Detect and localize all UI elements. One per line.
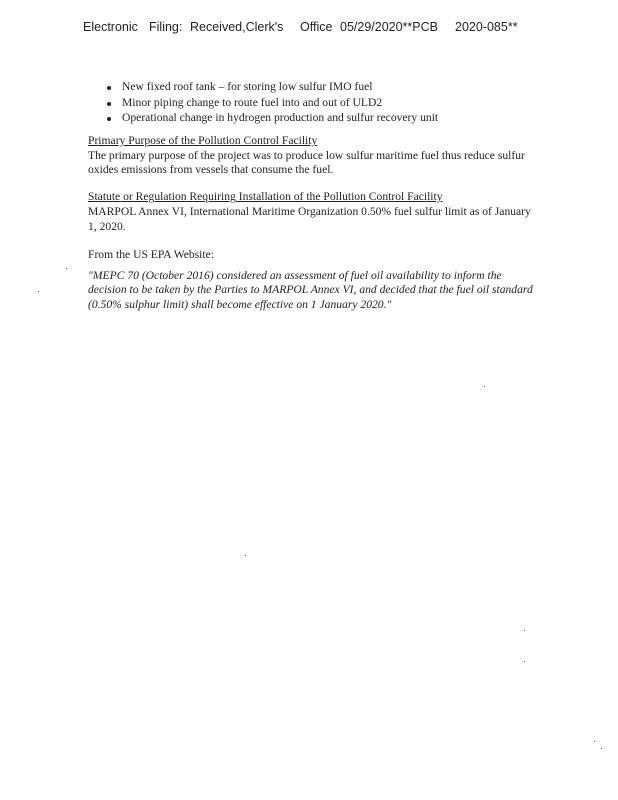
scan-speck bbox=[524, 661, 525, 662]
statute-heading-part1: Statute bbox=[88, 190, 121, 204]
scan-speck bbox=[66, 268, 67, 269]
statute-heading-part3: Installation of the Pollution Control Facility bbox=[238, 190, 443, 204]
purpose-heading: Primary Purpose of the Pollution Control Facility bbox=[88, 134, 318, 148]
header-case-number: 2020-085** bbox=[455, 20, 518, 34]
list-item: Operational change in hydrogen production and sulfur recovery unit bbox=[88, 111, 538, 127]
list-item: Minor piping change to route fuel into and out of ULD2 bbox=[88, 96, 538, 112]
header-office: Office bbox=[300, 20, 333, 34]
scan-speck bbox=[245, 555, 246, 556]
scan-speck bbox=[38, 291, 39, 292]
header-date: 05/29/2020**PCB bbox=[340, 20, 438, 34]
header-electronic: Electronic bbox=[83, 20, 138, 34]
scan-speck bbox=[601, 748, 602, 749]
purpose-section bbox=[88, 134, 538, 178]
scan-speck bbox=[594, 741, 595, 742]
purpose-text: The primary purpose of the project was to produce low sulfur maritime fuel thus reduce sulfur oxides emissions from vessels that consume the fuel. bbox=[88, 148, 525, 177]
list-item: New fixed roof tank – for storing low sulfur IMO fuel bbox=[88, 80, 538, 96]
statute-section bbox=[88, 190, 538, 234]
scan-speck bbox=[484, 386, 485, 387]
project-bullet-list bbox=[88, 80, 538, 127]
epa-intro: From the US EPA Website: bbox=[88, 248, 214, 262]
epa-section bbox=[88, 248, 538, 312]
header-received: Received,Clerk's bbox=[190, 20, 284, 34]
statute-heading-part2: or Regulation Requiring bbox=[120, 190, 239, 204]
filing-header bbox=[0, 20, 618, 38]
header-filing: Filing: bbox=[149, 20, 183, 34]
epa-quote: "MEPC 70 (October 2016) considered an assessment of fuel oil availability to inform the decision to be taken by the Parties to MARPOL Annex VI, and decided that the fuel oil standard (0.50% sulphur limit) shall become effective on 1 January 2020." bbox=[88, 268, 533, 311]
statute-text: MARPOL Annex VI, International Maritime Organization 0.50% fuel sulfur limit as of January 1, 2020. bbox=[88, 204, 531, 233]
scan-speck bbox=[524, 630, 525, 631]
statute-heading bbox=[88, 190, 538, 205]
document-body bbox=[88, 80, 538, 313]
